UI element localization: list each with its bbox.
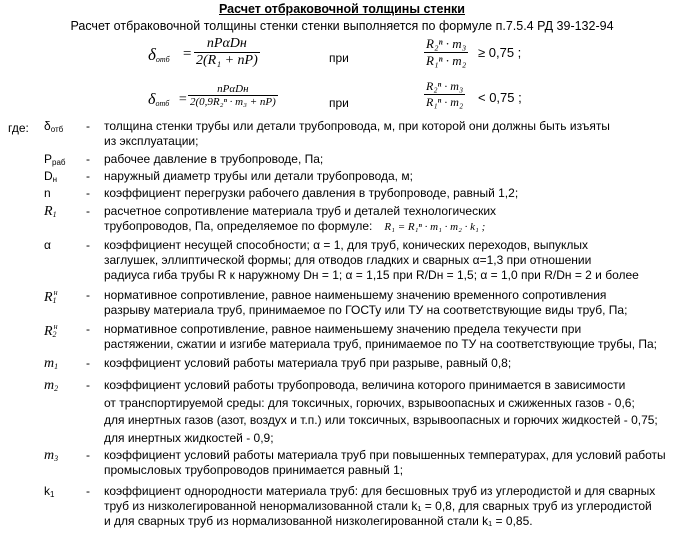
page-title: Расчет отбраковочной толщины стенки [219,2,465,16]
definition-symbol: $m_3$ [44,448,59,463]
definition-line: толщина стенки трубы или детали трубопровода, м, при которой они должны быть изъяты [104,119,610,133]
definition-line: трубопроводов, Па, определяемое по формуле: R₁ = R₁ⁿ · m₁ · m₂ · k₁ ; [104,219,486,234]
definition-line: коэффициент перегрузки рабочего давления в трубопроводе, равный 1,2; [104,186,519,200]
definition-dash: - [86,356,90,370]
definition-line: коэффициент условий работы трубопровода, величина которого принимается в зависимости [104,378,626,392]
formula-2-fraction: nPαDн 2(0,9R₂ⁿ · m₃ + nP) [190,83,276,108]
definition-line: коэффициент условий работы материала труб при разрыве, равный 0,8; [104,356,512,370]
definition-text [104,238,639,284]
formula-2-eq: = [178,92,188,107]
definition-text [104,378,658,446]
definition-text [104,119,610,149]
definition-line: радиуса гиба трубы R к наружному Dн = 1; α = 1,15 при R/Dн = 1,5; α = 1,0 при R/Dн = 2 и более [104,268,639,283]
definition-line: наружный диаметр трубы или детали трубопровода, м; [104,169,413,183]
definition-dash: - [86,119,90,133]
formula-2-lhs: $\delta_{отб}$ [148,91,170,108]
definition-text [104,322,657,352]
definition-dash: - [86,484,90,498]
where-label: где: [8,121,29,135]
definition-dash: - [86,378,90,392]
definition-symbol: α [44,238,51,252]
formula-1-at: при [329,51,349,65]
definition-dash: - [86,169,90,183]
definition-line: труб из низколегированной ненормализованной стали k₁ = 0,8, для сварных труб из углеродистой [104,499,652,514]
definition-symbol: $m_1$ [44,356,59,371]
definition-symbol: $R_1$ [44,204,57,219]
definition-line: коэффициент несущей способности; α = 1, для труб, конических переходов, выпуклых [104,238,588,252]
definition-text [104,204,496,235]
formula-1-fraction: nPαDн 2(R₁ + nP) [196,36,258,68]
definition-symbol: $P_{раб}$ [44,152,66,167]
definition-line: коэффициент однородности материала труб: для бесшовных труб из углеродистой и для сварных [104,484,656,498]
definition-text [104,169,413,184]
definition-text [104,186,518,201]
formula-2-at: при [329,96,349,110]
definition-text [104,356,511,371]
formula-1-condition: $\frac{\text{R₂ⁿ · m₃}}{\text{R₁ⁿ · m₂}}$ [426,36,467,68]
definition-line: промысловых трубопроводов принимается равный 1; [104,463,404,478]
definition-text [104,288,627,318]
definition-dash: - [86,204,90,218]
definition-dash: - [86,152,90,166]
definition-text [104,484,655,530]
definition-symbol: $k_1$ [44,484,55,499]
definition-line: разрыву материала труб, принимаемое по ГОСТу или ТУ на соответствующие виды труб, Па; [104,303,628,318]
definition-symbol: $R^н_1$ [44,288,58,305]
definition-symbol: $m_2$ [44,378,59,393]
formula-1-eq: = [182,46,193,62]
definition-line: коэффициент условий работы материала труб при повышенных температурах, для условий работы [104,448,666,462]
page-subtitle: Расчет отбраковочной толщины стенки стенки выполняется по формуле п.7.5.4 РД 39-132-94 [70,19,614,33]
formula-1-lhs: $\delta_{отб}$ [148,45,170,64]
definition-line: нормативное сопротивление, равное наименьшему значению предела текучести при [104,322,582,336]
definition-line: для инертных газов (азот, воздух и т.п.) или токсичных, взрывоопасных и горючих жидкостей - 0,75; [104,413,658,428]
r1-formula: R₁ = R₁ⁿ · m₁ · m₂ · k₁ ; [384,221,486,234]
formula-2-cond: < 0,75 ; [478,90,522,105]
definition-dash: - [86,288,90,302]
definition-line: из эксплуатации; [104,134,199,149]
definition-line: заглушек, эллиптической формы; для отводов гладких и сварных α=1,3 при отношении [104,253,592,268]
definition-line: расчетное сопротивление материала труб и деталей технологических [104,204,497,218]
formula-1-cond: ≥ 0,75 ; [478,45,522,60]
definition-symbol: $R^н_2$ [44,322,58,339]
definition-line: от транспортируемой среды: для токсичных, горючих, взрывоопасных и сжиженных газов - 0,6; [104,396,635,411]
definition-dash: - [86,448,90,462]
definition-dash: - [86,322,90,336]
definition-line: растяжении, сжатии и изгибе материала труб, принимаемое по ТУ на соответствующие трубы, Па; [104,337,658,352]
definition-text [104,448,666,478]
definition-line: и для сварных труб из нормализованной низколегированной стали k₁ = 0,85. [104,514,533,529]
definition-line: для инертных жидкостей - 0,9; [104,430,274,445]
definition-symbol: n [44,186,51,200]
definition-text [104,152,323,167]
formula-2-condition: $\frac{\text{R₂ⁿ · m₃}}{\text{R₁ⁿ · m₂}}$ [426,79,464,109]
definition-line: рабочее давление в трубопроводе, Па; [104,152,324,166]
definition-symbol: $\delta_{отб}$ [44,119,64,134]
definition-symbol: $D_н$ [44,169,58,184]
definition-line: нормативное сопротивление, равное наименьшему значению временного сопротивления [104,288,607,302]
definition-dash: - [86,238,90,252]
definition-dash: - [86,186,90,200]
